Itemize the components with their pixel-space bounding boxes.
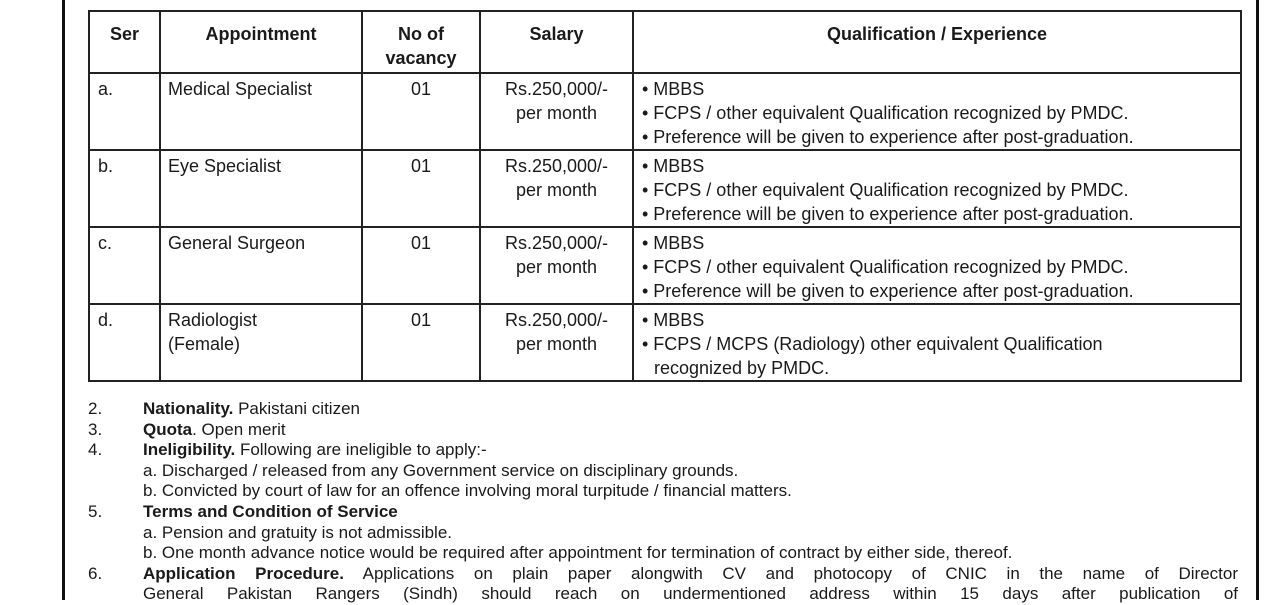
qual-line: • MBBS <box>642 79 705 99</box>
qual-line: • FCPS / MCPS (Radiology) other equivalent Qualification <box>642 334 1103 354</box>
cell-vacancy: 01 <box>362 150 480 227</box>
note-text: . Open merit <box>192 419 286 439</box>
salary-line1: Rs.250,000/- <box>504 310 609 330</box>
qual-line: • MBBS <box>642 156 705 176</box>
table-row <box>89 227 1241 304</box>
page-border-left <box>62 0 65 600</box>
cell-vacancy: 01 <box>362 227 480 304</box>
note-number: 6. <box>88 563 103 583</box>
note-sub-item: b. Convicted by court of law for an offence involving moral turpitude / financial matters. <box>143 481 792 501</box>
note-quota <box>88 420 1238 441</box>
note-number: 5. <box>88 501 103 521</box>
cell-salary <box>480 150 633 227</box>
note-terms <box>88 502 1238 564</box>
salary-line1: Rs.250,000/- <box>504 79 609 99</box>
cell-vacancy: 01 <box>362 73 480 150</box>
note-paragraph-line1 <box>143 564 1238 585</box>
appointment-line1: General Surgeon <box>168 233 306 253</box>
qual-line: • MBBS <box>642 310 705 330</box>
note-text: Applications on plain paper alongwith CV and photocopy of CNIC in the name of Director <box>343 563 1238 583</box>
qual-line: • FCPS / other equivalent Qualification recognized by PMDC. <box>642 257 1129 277</box>
header-ser: Ser <box>89 11 160 73</box>
note-sub-item: a. Pension and gratuity is not admissible. <box>143 522 453 542</box>
qual-line: • FCPS / other equivalent Qualification recognized by PMDC. <box>642 103 1129 123</box>
header-no-of-vacancy <box>362 11 480 73</box>
cell-qualification <box>633 227 1241 304</box>
salary-line2: per month <box>515 180 598 200</box>
qual-line: • Preference will be given to experience after post-graduation. <box>642 127 1134 147</box>
qual-line: • Preference will be given to experience after post-graduation. <box>642 204 1134 224</box>
cell-qualification <box>633 150 1241 227</box>
note-number: 2. <box>88 399 103 418</box>
salary-line1: Rs.250,000/- <box>504 233 609 253</box>
salary-line1: Rs.250,000/- <box>504 156 609 176</box>
salary-line2: per month <box>515 103 598 123</box>
note-heading: Terms and Condition of Service <box>143 501 398 521</box>
note-sub-item: b. One month advance notice would be required after appointment for termination of contract by either side, thereof. <box>143 543 1013 563</box>
cell-vacancy: 01 <box>362 304 480 381</box>
cell-qualification <box>633 304 1241 381</box>
qual-line: • Preference will be given to experience after post-graduation. <box>642 281 1134 301</box>
note-text: Following are ineligible to apply:- <box>235 440 487 460</box>
note-number: 4. <box>88 440 103 460</box>
table-row <box>89 304 1241 381</box>
table-header-row <box>89 11 1241 73</box>
cell-ser: a. <box>89 73 160 150</box>
appointment-line1: Radiologist <box>168 310 258 330</box>
cell-ser: d. <box>89 304 160 381</box>
table-row <box>89 150 1241 227</box>
cell-ser: c. <box>89 227 160 304</box>
note-ineligibility <box>88 440 1238 502</box>
note-heading: Quota <box>143 419 193 439</box>
cell-salary <box>480 73 633 150</box>
note-heading: Nationality. <box>143 399 234 418</box>
note-heading: Ineligibility. <box>143 440 236 460</box>
notes-section <box>88 399 1238 605</box>
vacancy-table <box>88 10 1242 382</box>
qual-line: • MBBS <box>642 233 705 253</box>
cell-appointment <box>160 73 362 150</box>
cell-salary <box>480 304 633 381</box>
note-sub-item: a. Discharged / released from any Government service on disciplinary grounds. <box>143 460 739 480</box>
note-text: Pakistani citizen <box>233 399 360 418</box>
page-border-right <box>1256 0 1259 600</box>
note-application-procedure <box>88 564 1238 605</box>
cell-appointment <box>160 227 362 304</box>
appointment-line1: Medical Specialist <box>168 79 313 99</box>
header-no-of-vacancy-line2: vacancy <box>385 48 457 68</box>
note-heading: Application Procedure. <box>143 563 344 583</box>
header-appointment: Appointment <box>160 11 362 73</box>
note-paragraph-line2: General Pakistan Rangers (Sindh) should reach on undermentioned address within 15 days after publication of <box>143 584 1238 604</box>
appointment-line1: Eye Specialist <box>168 156 282 176</box>
cell-appointment <box>160 150 362 227</box>
qual-line: recognized by PMDC. <box>654 358 830 378</box>
cell-qualification <box>633 73 1241 150</box>
table-row <box>89 73 1241 150</box>
cell-ser: b. <box>89 150 160 227</box>
note-nationality <box>88 399 1238 420</box>
salary-line2: per month <box>515 257 598 277</box>
salary-line2: per month <box>515 334 598 354</box>
header-no-of-vacancy-line1: No of <box>398 24 444 44</box>
cell-appointment <box>160 304 362 381</box>
cell-salary <box>480 227 633 304</box>
header-salary: Salary <box>480 11 633 73</box>
note-number: 3. <box>88 419 103 439</box>
appointment-line2: (Female) <box>168 334 241 354</box>
header-qualification: Qualification / Experience <box>633 11 1241 73</box>
qual-line: • FCPS / other equivalent Qualification recognized by PMDC. <box>642 180 1129 200</box>
